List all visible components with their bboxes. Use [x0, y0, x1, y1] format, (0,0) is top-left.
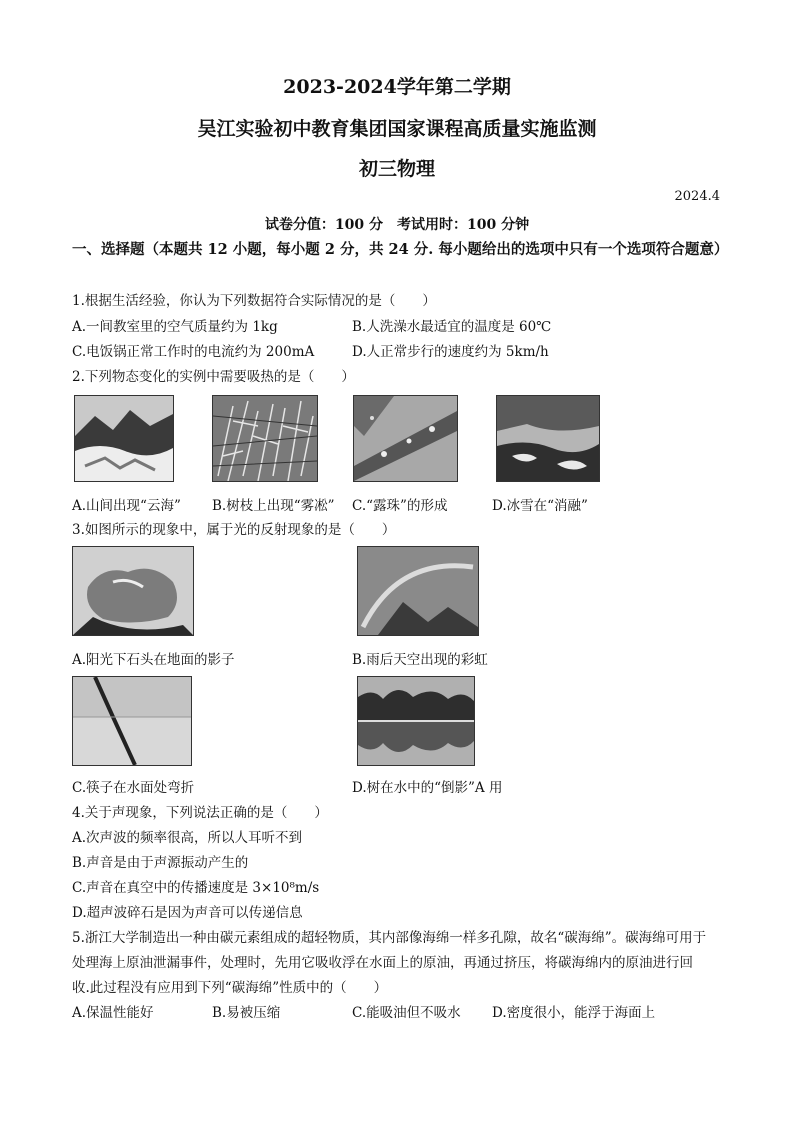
question-2-stem: 2.下列物态变化的实例中需要吸热的是（ ） [72, 369, 355, 385]
stone-shadow-photo [72, 546, 194, 636]
q5-option-c: C.能吸油但不吸水 [352, 1005, 461, 1021]
dew-photo [353, 395, 458, 482]
question-5-stem-line-3: 收.此过程没有应用到下列“碳海绵”性质中的（ ） [72, 980, 388, 996]
q2-option-c: C.“露珠”的形成 [352, 498, 448, 514]
subject-title: 初三物理 [358, 158, 435, 180]
q3-option-b: B.雨后天空出现的彩虹 [352, 652, 488, 668]
q4-option-a: A.次声波的频率很高，所以人耳听不到 [72, 830, 303, 846]
melting-snow-photo [496, 395, 600, 482]
question-5-stem-line-1: 5.浙江大学制造出一种由碳元素组成的超轻物质，其内部像海绵一样多孔隙，故名“碳海绵”。碳海绵可用于 [72, 930, 707, 946]
school-title: 吴江实验初中教育集团国家课程高质量实施监测 [197, 118, 597, 140]
cloud-sea-photo [74, 395, 174, 482]
question-5-stem-line-2: 处理海上原油泄漏事件，处理时，先用它吸收浮在水面上的原油，再通过挤压，将碳海绵内的原油进行回 [72, 955, 693, 971]
term-title: 2023-2024学年第二学期 [283, 76, 511, 98]
question-4-stem: 4.关于声现象，下列说法正确的是（ ） [72, 805, 328, 821]
rime-photo [212, 395, 318, 482]
q1-option-a: A.一间教室里的空气质量约为 1kg [72, 319, 278, 335]
q3-option-a: A.阳光下石头在地面的影子 [72, 652, 235, 668]
q4-option-d: D.超声波碎石是因为声音可以传递信息 [72, 905, 303, 921]
rainbow-photo [357, 546, 479, 636]
tree-reflection-photo [357, 676, 475, 766]
section-1-title: 一、选择题（本题共 12 小题，每小题 2 分，共 24 分. 每小题给出的选项中只有一个选项符合题意） [72, 241, 729, 258]
q5-option-d: D.密度很小，能浮于海面上 [492, 1005, 656, 1021]
q4-option-c: C.声音在真空中的传播速度是 3×10⁸m/s [72, 880, 320, 896]
chopsticks-photo [72, 676, 192, 766]
question-1-stem: 1.根据生活经验，你认为下列数据符合实际情况的是（ ） [72, 293, 436, 309]
q1-option-c: C.电饭锅正常工作时的电流约为 200mA [72, 344, 315, 360]
q1-option-d: D.人正常步行的速度约为 5km/h [352, 344, 549, 360]
question-3-stem: 3.如图所示的现象中，属于光的反射现象的是（ ） [72, 522, 396, 538]
q4-option-b: B.声音是由于声源振动产生的 [72, 855, 249, 871]
q3-option-c: C.筷子在水面处弯折 [72, 780, 195, 796]
exam-meta: 试卷分值：100 分 考试用时：100 分钟 [264, 217, 530, 233]
q5-option-a: A.保温性能好 [72, 1005, 154, 1021]
q3-option-d: D.树在水中的“倒影”A 用 [352, 780, 503, 796]
q2-option-b: B.树枝上出现“雾凇” [212, 498, 335, 514]
q2-option-a: A.山间出现“云海” [72, 498, 181, 514]
q5-option-b: B.易被压缩 [212, 1005, 281, 1021]
q2-option-d: D.冰雪在“消融” [492, 498, 588, 514]
exam-date: 2024.4 [674, 189, 720, 204]
q1-option-b: B.人洗澡水最适宜的温度是 60℃ [352, 319, 552, 335]
